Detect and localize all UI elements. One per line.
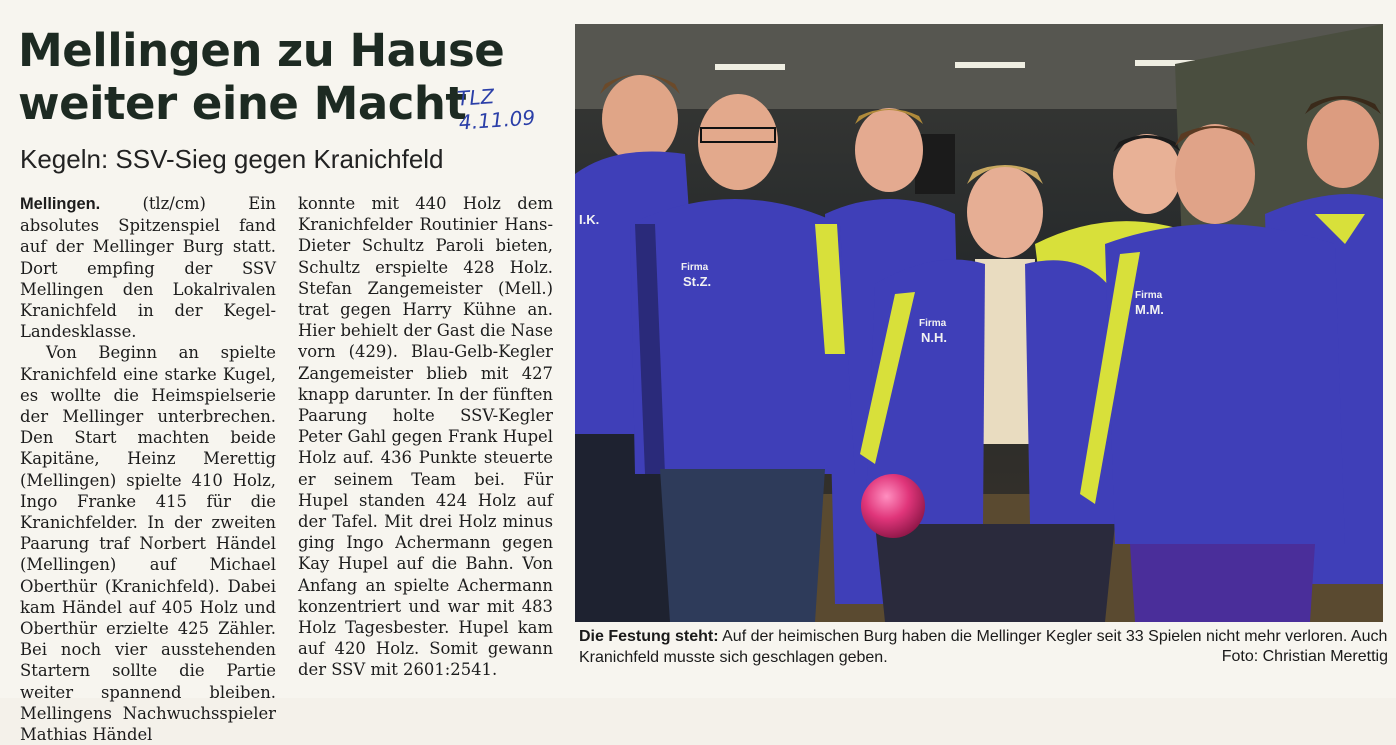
jacket-label-1: I.K.: [579, 212, 600, 227]
article-column-1: [20, 193, 276, 745]
subheadline: Kegeln: SSV-Sieg gegen Kranichfeld: [20, 144, 444, 174]
team-photo-illustration: [575, 24, 1383, 622]
paragraph-1-text: (tlz/cm) Ein absolutes Spitzenspiel fand auf der Mellinger Burg statt. Dort empfing der SSV Mellingen den Lokalrivalen Kranichfeld in der Kegel-Landesklasse.: [20, 194, 276, 342]
handwritten-note: [456, 81, 536, 134]
headline-line-1: Mellingen zu Hause: [18, 24, 505, 77]
ceiling-light: [715, 64, 785, 70]
caption-text: Auf der heimischen Burg haben die Mellinger Kegler seit 33 Spielen nicht mehr verloren. Auch Kranichfeld musste sich geschlagen geben.: [579, 628, 1388, 666]
photo-credit: Foto: Christian Merettig: [1221, 648, 1388, 665]
article-paragraph-1: [20, 193, 276, 342]
dateline: Mellingen.: [20, 195, 101, 213]
caption-lead: Die Festung steht:: [579, 628, 719, 645]
bowling-ball: [861, 474, 925, 538]
article-paragraph-2: Von Beginn an spielte Kranichfeld eine starke Kugel, es wollte die Heimspielserie der Mellinger unterbrechen. Den Start machten beide Kapitäne, Heinz Merettig (Mellingen) spielte 410 Holz, Ingo Franke 415 für die Kranichfelder. In der zweiten Paarung traf Norbert Händel (Mellingen) auf Michael Oberthür (Kranichfeld). Dabei kam Händel auf 405 Holz und Oberthür erzielte 425 Zähler. Bei noch vier ausstehenden Startern sollte die Partie weiter spannend bleiben. Mellingens Nachwuchsspieler Mathias Händel: [20, 343, 276, 745]
jacket-label-3: N.H.: [921, 330, 947, 345]
brand-label-3: Firma: [919, 318, 947, 329]
brand-label-2: Firma: [681, 262, 709, 273]
handwritten-source: TLZ: [456, 84, 496, 111]
ceiling-light: [955, 62, 1025, 68]
headline-line-2: weiter eine Macht: [18, 77, 467, 130]
handwritten-date: 4.11.09: [458, 105, 536, 135]
brand-label-4: Firma: [1135, 290, 1163, 301]
article-paragraph-3: konnte mit 440 Holz dem Kranichfelder Routinier Hans-Dieter Schultz Paroli bieten, Schultz erspielte 428 Holz. Stefan Zangemeister (Mell.) trat gegen Harry Kühne an. Hier behielt der Gast die Nase vorn (429). Blau-Gelb-Kegler Zangemeister blieb mit 427 knapp darunter. In der fünften Paarung holte SSV-Kegler Peter Gahl gegen Frank Hupel Holz auf. 436 Punkte steuerte er seinem Team bei. Für Hupel standen 424 Holz auf der Tafel. Mit drei Holz minus ging Ingo Achermann gegen Kay Hupel auf die Bahn. Von Anfang an spielte Achermann konzentriert und war mit 483 Holz Tagesbester. Hupel kam auf 420 Holz. Somit gewann der SSV mit 2601:2541.: [298, 194, 553, 680]
headline: [18, 24, 504, 130]
article-column-2: [298, 193, 553, 681]
jacket-label-4: M.M.: [1135, 302, 1164, 317]
team-photo: [575, 24, 1383, 622]
jacket-label-2: St.Z.: [683, 274, 712, 289]
